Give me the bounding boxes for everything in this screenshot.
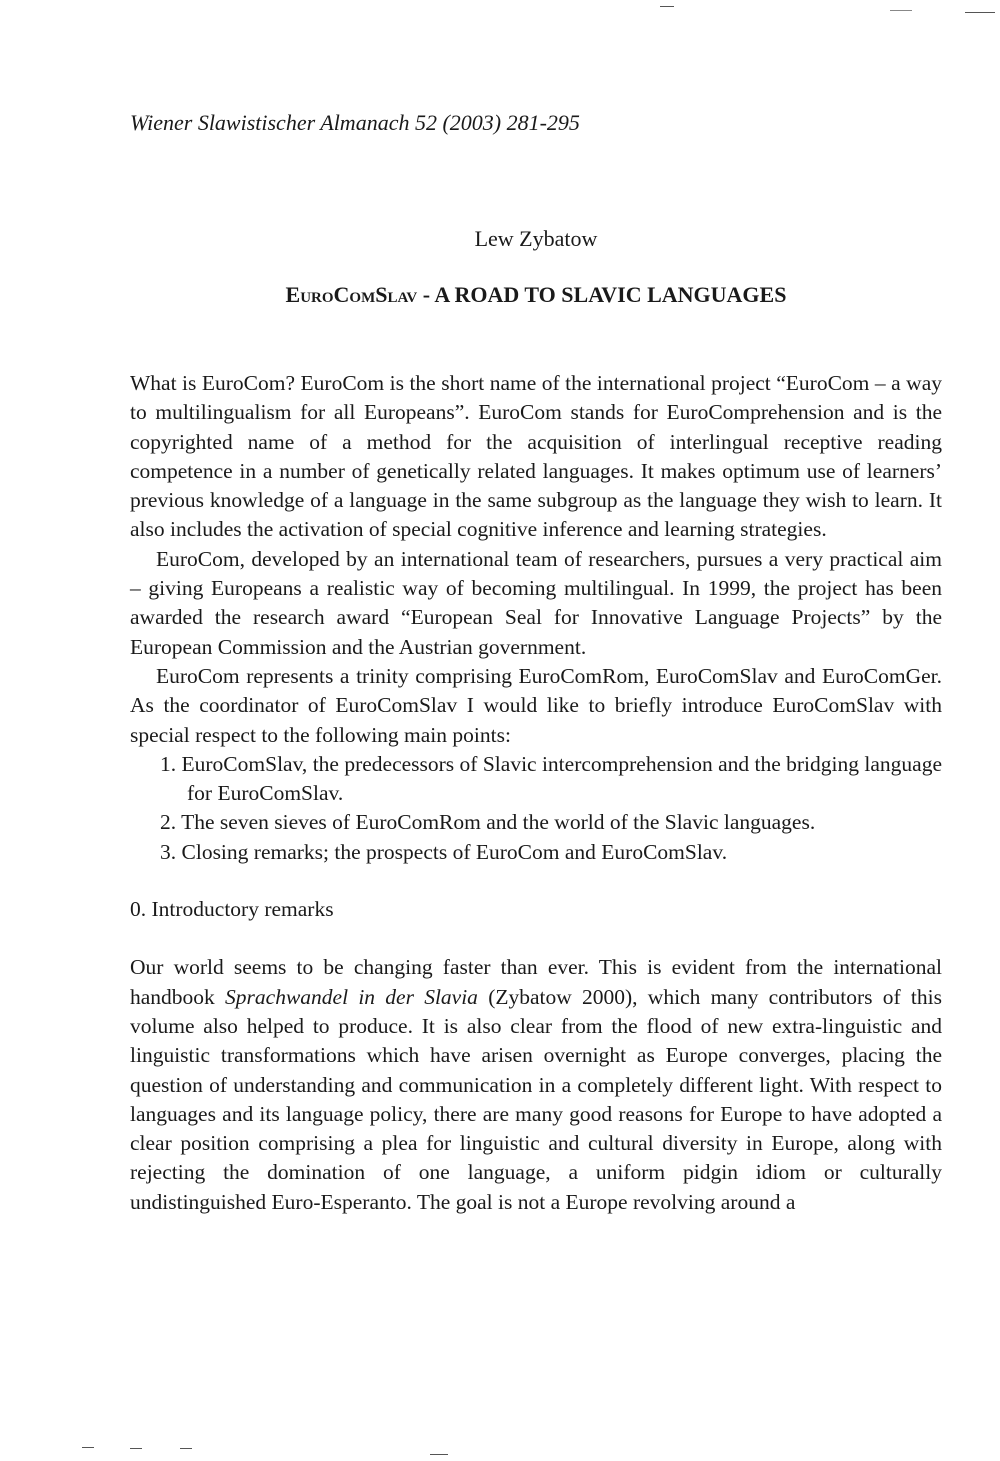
title-rest: - A ROAD TO SLAVIC LANGUAGES [417, 282, 787, 307]
paragraph-2: EuroCom, developed by an international team of researchers, pursues a very practical aim – giving Europeans a realistic way of becoming multilingual. In 1999, the project has been awarded the research award “European Seal for Innovative Language Projects” by the European Commission and the Austrian government. [130, 546, 942, 659]
main-points-list [130, 750, 942, 867]
paragraph-1: What is EuroCom? EuroCom is the short name of the international project “EuroCom – a way to multilingualism for all Europeans”. EuroCom stands for EuroComprehension and is the copyrighted name of a method for the acquisition of interlingual receptive reading competence in a number of genetically related languages. It makes optimum use of learners’ previous knowledge of a language in the same subgroup as the language they wish to learn. It also includes the activation of special cognitive inference and learning strategies. [130, 371, 942, 542]
scan-artifact [660, 6, 674, 7]
scan-artifact [430, 1454, 448, 1455]
paragraph-4 [130, 953, 942, 1217]
scan-artifact [130, 1448, 142, 1449]
scan-artifact [965, 12, 995, 13]
author-name: Lew Zybatow [474, 226, 598, 251]
running-head: Wiener Slawistischer Almanach 52 (2003) 281-295 [130, 110, 580, 135]
title-smallcaps: EuroComSlav [285, 282, 418, 307]
scan-artifact [82, 1447, 94, 1448]
section-heading: 0. Introductory remarks [130, 897, 334, 922]
paragraph-4-before: Our world seems to be changing faster than ever. This is evident from the international handbook [130, 955, 942, 1009]
paragraph-3: EuroCom represents a trinity comprising EuroComRom, EuroComSlav and EuroComGer. As the coordinator of EuroComSlav I would like to briefly introduce EuroComSlav with special respect to the following main points: [130, 663, 942, 747]
list-item: 2. The seven sieves of EuroComRom and the world of the Slavic languages. [160, 810, 816, 835]
list-item: 3. Closing remarks; the prospects of EuroCom and EuroComSlav. [160, 839, 728, 864]
document-page [130, 108, 942, 1217]
list-item: 1. EuroComSlav, the predecessors of Slavic intercomprehension and the bridging language for EuroComSlav. [160, 751, 942, 806]
scan-artifact [180, 1448, 192, 1449]
paragraph-4-after: (Zybatow 2000), which many contributors of this volume also helped to produce. It is also clear from the flood of new extra-linguistic and linguistic transformations which have arisen overnight as Europe converges, placing the question of understanding and communication in a completely different light. With respect to languages and its language policy, there are many good reasons for Europe to have adopted a clear position comprising a plea for linguistic and cultural diversity in Europe, along with rejecting the domination of one language, a uniform pidgin idiom or culturally undistinguished Euro-Esperanto. The goal is not a Europe revolving around a [130, 984, 942, 1214]
article-title [130, 280, 942, 310]
scan-artifact [890, 10, 912, 11]
book-title: Sprachwandel in der Slavia [225, 984, 478, 1009]
